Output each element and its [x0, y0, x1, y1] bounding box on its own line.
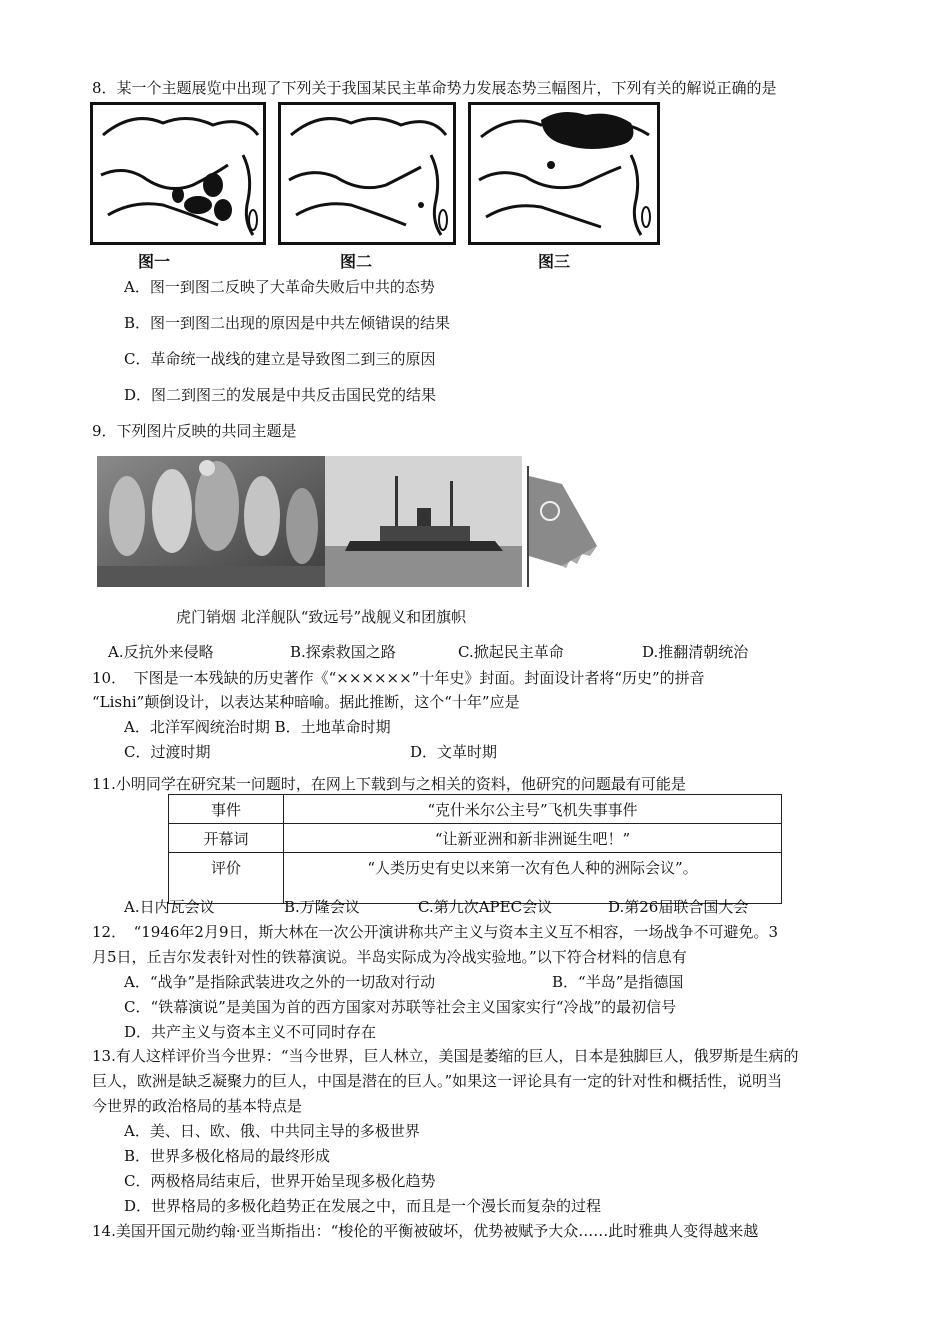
q13-option-b: B．世界多极化格局的最终形成 [124, 1147, 331, 1165]
table-row [169, 853, 782, 904]
q9-option-c: C.掀起民主革命 [458, 643, 564, 661]
table-cell-value: “克什米尔公主号”飞机失事事件 [284, 795, 782, 824]
q8-option-d: D．图二到图三的发展是中共反击国民党的结果 [124, 386, 437, 404]
q10-stem-line1: 10． 下图是一本残缺的历史著作《“××××××”十年史》封面。封面设计者将“历史”的拼音 [92, 669, 705, 687]
caption-figure-3: 图三 [538, 252, 571, 271]
q13-option-d: D．世界格局的多极化趋势正在发展之中，而且是一个漫长而复杂的过程 [124, 1197, 602, 1215]
table-row [169, 824, 782, 853]
table-cell-value: “让新亚洲和新非洲诞生吧！” [284, 824, 782, 853]
q12-option-c: C．“铁幕演说”是美国为首的西方国家对苏联等社会主义国家实行“冷战”的最初信号 [124, 998, 677, 1016]
zhiyuan-warship-photo [325, 456, 522, 587]
q13-option-c: C．两极格局结束后，世界开始呈现多极化趋势 [124, 1172, 436, 1190]
q12-stem-line1: 12． “1946年2月9日，斯大林在一次公开演讲称共产主义与资本主义互不相容，一场战争不可避免。3 [92, 923, 779, 941]
q8-option-b: B．图一到图二出现的原因是中共左倾错误的结果 [124, 314, 451, 332]
table-cell-key: 评价 [169, 853, 284, 904]
q11-option-b: B.万隆会议 [284, 898, 360, 916]
map-figure-3 [468, 102, 660, 245]
q10-options-ab: A．北洋军阀统治时期 B．土地革命时期 [124, 718, 391, 736]
caption-figure-2: 图二 [340, 252, 373, 271]
q12-option-b: B．“半岛”是指德国 [552, 973, 684, 991]
table-cell-value: “人类历史有史以来第一次有色人种的洲际会议”。 [284, 853, 782, 904]
q8-option-a: A．图一到图二反映了大革命失败后中共的态势 [124, 278, 435, 296]
q9-stem: 9．下列图片反映的共同主题是 [92, 422, 297, 440]
q14-stem: 14.美国开国元勋约翰·亚当斯指出：“梭伦的平衡被破坏，优势被赋予大众……此时雅典人变得越来越 [92, 1222, 759, 1240]
q10-stem-line2: “Lishi”颠倒设计，以表达某种暗喻。据此推断，这个“十年”应是 [92, 693, 520, 711]
q13-option-a: A．美、日、欧、俄、中共同主导的多极世界 [124, 1122, 420, 1140]
q9-option-b: B.探索救国之路 [290, 643, 396, 661]
q9-option-a: A.反抗外来侵略 [108, 643, 214, 661]
q11-stem: 11.小明同学在研究某一问题时，在网上下载到与之相关的资料，他研究的问题最有可能是 [92, 775, 686, 793]
table-row [169, 795, 782, 824]
q12-stem-line2: 月5日，丘吉尔发表针对性的铁幕演说。半岛实际成为冷战实验地。”以下符合材料的信息有 [92, 948, 687, 966]
q13-stem-line2: 巨人，欧洲是缺乏凝聚力的巨人，中国是潜在的巨人。”如果这一评论具有一定的针对性和概括性，说明当 [92, 1072, 783, 1090]
q11-info-table [168, 794, 782, 904]
boxer-banner-photo [522, 456, 600, 587]
table-cell-key: 开幕词 [169, 824, 284, 853]
table-cell-key: 事件 [169, 795, 284, 824]
map-figure-1 [90, 102, 266, 245]
q8-option-c: C．革命统一战线的建立是导致图二到三的原因 [124, 350, 436, 368]
q11-option-a: A.日内瓦会议 [124, 898, 215, 916]
q12-option-d: D．共产主义与资本主义不可同时存在 [124, 1023, 377, 1041]
q10-option-d: D．文革时期 [410, 743, 498, 761]
q9-option-d: D.推翻清朝统治 [642, 643, 749, 661]
humen-relief-photo [97, 456, 325, 587]
q10-option-c: C．过渡时期 [124, 743, 211, 761]
q13-stem-line3: 今世界的政治格局的基本特点是 [92, 1097, 303, 1115]
q11-option-d: D.第26届联合国大会 [608, 898, 749, 916]
q13-stem-line1: 13.有人这样评价当今世界：“当今世界，巨人林立，美国是萎缩的巨人，日本是独脚巨人，俄罗斯是生病的 [92, 1047, 799, 1065]
q8-stem: 8．某一个主题展览中出现了下列关于我国某民主革命势力发展态势三幅图片，下列有关的解说正确的是 [92, 79, 777, 97]
q12-option-a: A．“战争”是指除武装进攻之外的一切敌对行动 [124, 973, 436, 991]
caption-figure-1: 图一 [138, 252, 171, 271]
q9-caption: 虎门销烟 北洋舰队“致远号”战舰义和团旗帜 [176, 608, 467, 626]
map-figure-2 [278, 102, 456, 245]
q11-option-c: C.第九次APEC会议 [418, 898, 553, 916]
